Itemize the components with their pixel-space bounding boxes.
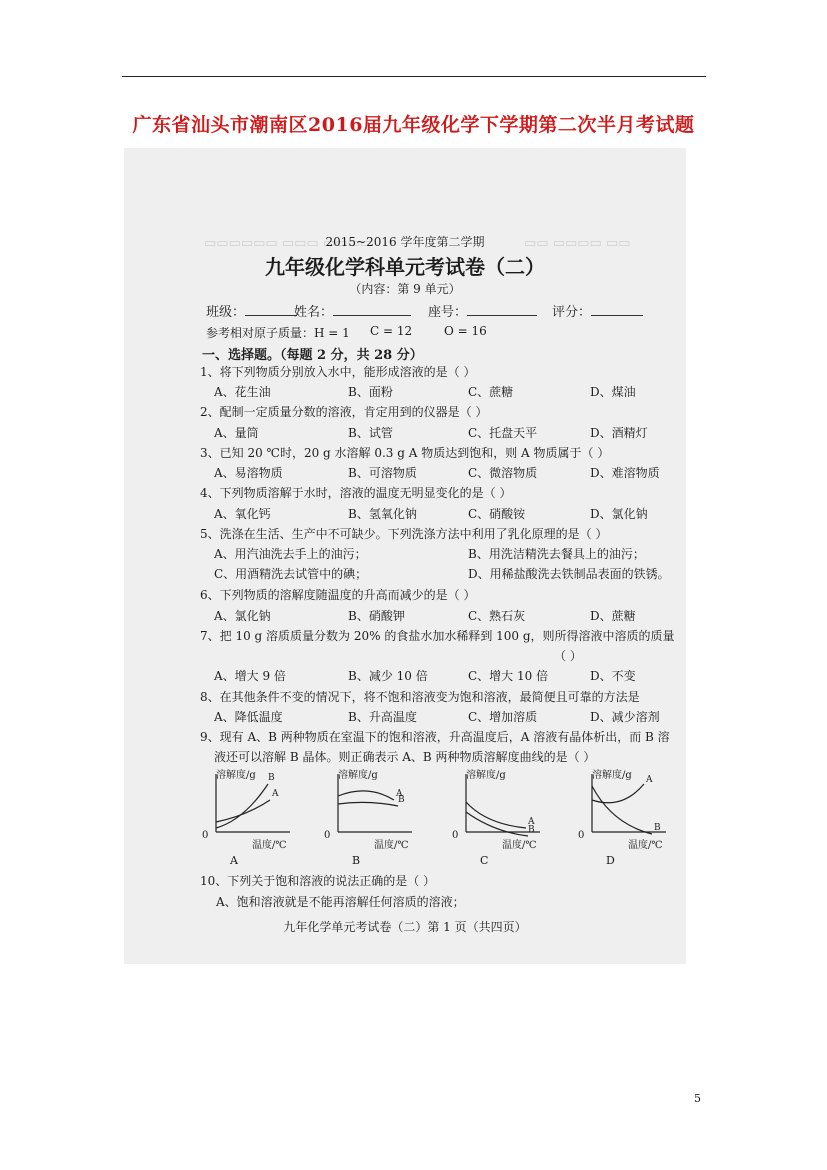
graph-option-letter: A	[230, 854, 238, 867]
curve-b-label: B	[398, 795, 405, 805]
q2-option-a: A、量筒	[214, 426, 259, 440]
graph-option-letter: C	[480, 854, 489, 867]
q1-option-c: C、蔗糖	[468, 385, 514, 399]
q2-stem: 2、配制一定质量分数的溶液，肯定用到的仪器是（ ）	[200, 405, 488, 419]
graph-y-label: 溶解度/g	[338, 770, 378, 781]
q1-option-a: A、花生油	[214, 385, 271, 399]
q4-option-a: A、氧化钙	[214, 507, 271, 521]
q7-option-c: C、增大 10 倍	[468, 669, 549, 683]
graph-x-label: 温度/℃	[628, 840, 663, 851]
exam-content: （内容：第 9 单元）	[349, 282, 461, 296]
graph-origin: 0	[452, 830, 459, 841]
q3-stem: 3、已知 20 ℃时，20 g 水溶解 0.3 g A 物质达到饱和，则 A 物质属于（ ）	[200, 446, 610, 460]
field-class: 班级：	[206, 301, 297, 320]
curve-b	[592, 786, 652, 834]
q5-option-a: A、用汽油洗去手上的油污；	[214, 547, 367, 561]
exam-heading: 九年级化学科单元考试卷（二）	[265, 255, 545, 279]
scanned-exam-page	[124, 148, 686, 964]
section-heading: 一、选择题。（每题 2 分，共 28 分）	[202, 348, 423, 363]
q5-stem: 5、洗涤在生活、生产中不可缺少。下列洗涤方法中利用了乳化原理的是（ ）	[200, 527, 608, 541]
q6-option-d: D、蔗糖	[590, 609, 636, 623]
q8-option-d: D、减少溶剂	[590, 710, 660, 724]
q8-option-a: A、降低温度	[214, 710, 283, 724]
q8-stem: 8、在其他条件不变的情况下，将不饱和溶液变为饱和溶液，最简便且可靠的方法是	[200, 690, 640, 704]
q7-answer-paren: （ ）	[554, 649, 582, 663]
graph-option-letter: B	[352, 854, 361, 867]
header-rule	[122, 76, 706, 77]
graph-y-label: 溶解度/g	[466, 770, 506, 781]
q7-option-d: D、不变	[590, 669, 636, 683]
q6-option-a: A、氯化钠	[214, 609, 271, 623]
curve-a-label: A	[646, 775, 653, 785]
q1-stem: 1、将下列物质分别放入水中，能形成溶液的是（ ）	[200, 365, 476, 379]
atomic-mass-c: C = 12	[370, 324, 413, 338]
q1-option-b: B、面粉	[348, 385, 393, 399]
curve-b-label: B	[268, 773, 275, 783]
q8-option-b: B、升高温度	[348, 710, 417, 724]
q3-option-b: B、可溶物质	[348, 466, 417, 480]
graph-x-label: 温度/℃	[252, 840, 287, 851]
graph-y-label: 溶解度/g	[592, 770, 632, 781]
exam-term: 2015~2016 学年度第二学期	[325, 235, 485, 249]
curve-a	[216, 800, 270, 822]
field-score: 评分：	[552, 301, 643, 320]
page-number: 5	[694, 1092, 701, 1105]
curve-b-label: B	[654, 823, 661, 833]
curve-b	[338, 802, 398, 806]
q9-stem-line2: 液还可以溶解 B 晶体。则正确表示 A、B 两种物质溶解度曲线的是（ ）	[214, 750, 596, 764]
q6-option-c: C、熟石灰	[468, 609, 526, 623]
exam-footer: 九年化学单元考试卷（二）第 1 页（共四页）	[283, 920, 527, 934]
graph-x-label: 温度/℃	[374, 840, 409, 851]
q5-option-c: C、用酒精洗去试管中的碘；	[214, 567, 368, 581]
q8-option-c: C、增加溶质	[468, 710, 538, 724]
q4-option-c: C、硝酸铵	[468, 507, 526, 521]
q4-stem: 4、下列物质溶解于水时，溶液的温度无明显变化的是（ ）	[200, 486, 512, 500]
q10-stem: 10、下列关于饱和溶液的说法正确的是（ ）	[200, 874, 436, 888]
curve-a	[338, 791, 394, 800]
curve-b-label: B	[528, 825, 535, 835]
q3-option-a: A、易溶物质	[214, 466, 283, 480]
q4-option-b: B、氢氧化钠	[348, 507, 417, 521]
q9-stem-line1: 9、现有 A、B 两种物质在室温下的饱和溶液，升高温度后，A 溶液有晶体析出，而 B 溶	[200, 730, 670, 744]
curve-a-label: A	[272, 789, 279, 799]
q6-option-b: B、硝酸钾	[348, 609, 405, 623]
q2-option-c: C、托盘天平	[468, 426, 538, 440]
q5-option-b: B、用洗洁精洗去餐具上的油污；	[468, 547, 645, 561]
curve-a-label: A	[528, 817, 535, 827]
document-title: 广东省汕头市潮南区2016届九年级化学下学期第二次半月考试题	[132, 114, 695, 136]
q3-option-d: D、难溶物质	[590, 466, 660, 480]
q7-option-a: A、增大 9 倍	[214, 669, 286, 683]
curve-a-label: A	[396, 789, 403, 799]
graph-origin: 0	[324, 830, 331, 841]
q10-option-a: A、饱和溶液就是不能再溶解任何溶质的溶液；	[216, 895, 465, 909]
graph-origin: 0	[202, 830, 209, 841]
q6-stem: 6、下列物质的溶解度随温度的升高而减少的是（ ）	[200, 588, 476, 602]
q7-option-b: B、减少 10 倍	[348, 669, 428, 683]
bleed-through-mark: ▭▭▭▭▭▭ ▭▭▭ ▭▭▭▭	[204, 236, 372, 251]
q7-stem: 7、把 10 g 溶质质量分数为 20% 的食盐水加水稀释到 100 g，则所得溶液中溶质的质量	[200, 629, 675, 643]
field-seat: 座号：	[428, 301, 537, 320]
graph-x-label: 温度/℃	[502, 840, 537, 851]
q3-option-c: C、微溶物质	[468, 466, 538, 480]
q5-option-d: D、用稀盐酸洗去铁制品表面的铁锈。	[468, 567, 670, 581]
curve-a	[466, 802, 526, 828]
atomic-mass-label: 参考相对原子质量：H = 1	[206, 326, 350, 340]
graph-y-label: 溶解度/g	[216, 770, 256, 781]
q2-option-d: D、酒精灯	[590, 426, 648, 440]
atomic-mass-o: O = 16	[444, 324, 487, 338]
curve-a	[592, 784, 644, 803]
field-name: 姓名：	[294, 301, 411, 320]
bleed-through-mark: ▭▭ ▭▭▭▭ ▭▭	[524, 236, 631, 251]
graph-option-letter: D	[606, 854, 615, 867]
q4-option-d: D、氯化钠	[590, 507, 648, 521]
q2-option-b: B、试管	[348, 426, 393, 440]
graph-origin: 0	[578, 830, 585, 841]
q1-option-d: D、煤油	[590, 385, 636, 399]
